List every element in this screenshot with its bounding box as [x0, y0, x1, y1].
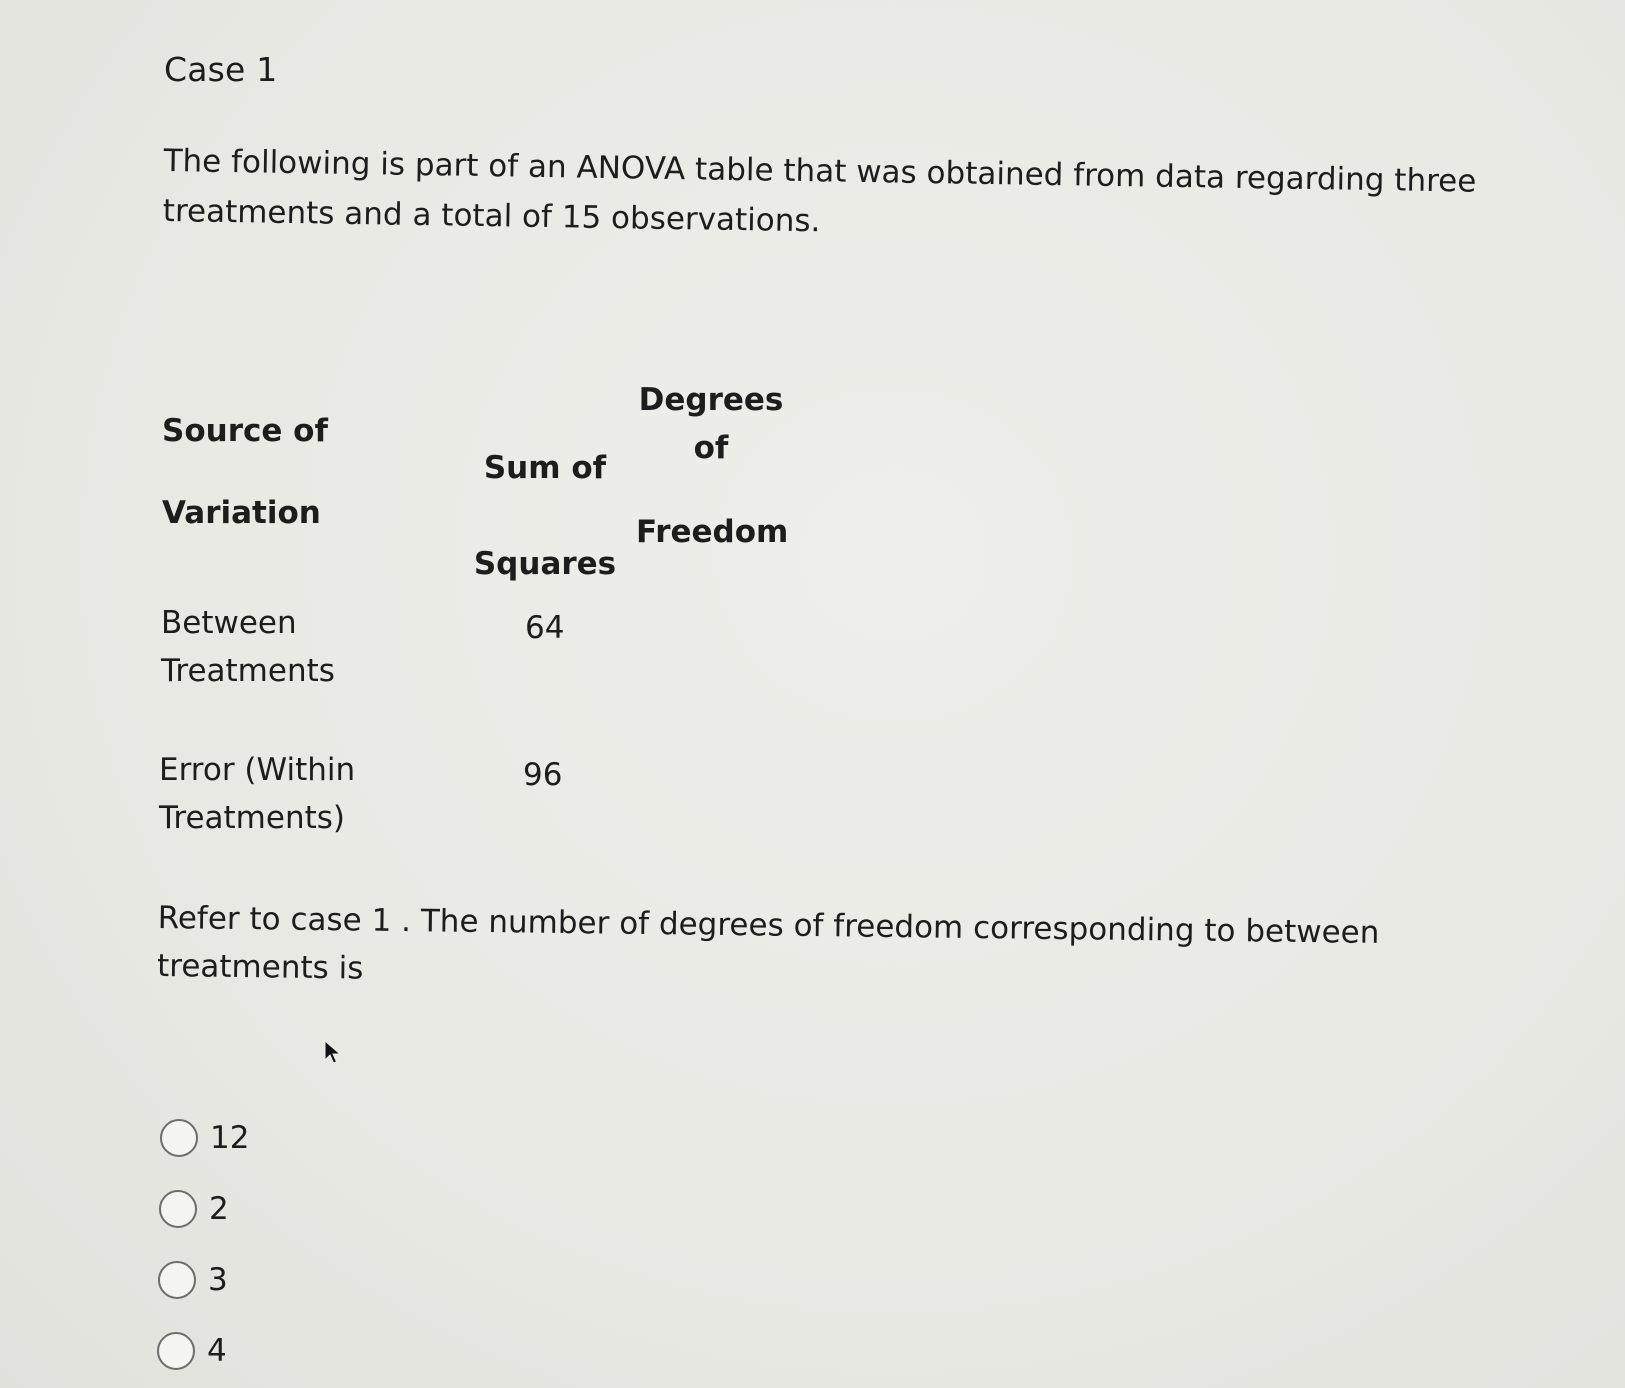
option-label: 2 [209, 1191, 229, 1227]
row-value-between-ss: 64 [525, 610, 565, 646]
option-label: 3 [208, 1262, 228, 1298]
row-label-line2: Treatments) [159, 800, 345, 836]
header-df-line3: Freedom [636, 514, 789, 550]
mouse-pointer-icon [324, 1040, 342, 1066]
header-source-line1: Source of [162, 413, 328, 449]
case-intro-text: The following is part of an ANOVA table that was obtained from data regarding three treatments and a total of 15 observations. [162, 142, 1477, 240]
option-label: 12 [210, 1120, 250, 1156]
option-label: 4 [207, 1333, 227, 1369]
row-value-error-ss: 96 [523, 757, 563, 793]
row-label-line1: Error (Within [159, 752, 356, 788]
option-4[interactable] [157, 1331, 227, 1371]
radio-unchecked-icon[interactable] [158, 1261, 196, 1299]
header-source-of-variation [162, 390, 328, 554]
header-sum-of-squares [470, 420, 620, 612]
option-2[interactable] [159, 1189, 229, 1229]
header-ss-line2: Squares [473, 546, 617, 582]
row-label-error-within [159, 746, 355, 842]
row-label-line2: Treatments [161, 653, 335, 689]
header-ss-line1: Sum of [483, 450, 607, 486]
header-degrees-of-freedom [636, 376, 789, 556]
row-label-line1: Between [161, 605, 297, 641]
header-df-line1: Degrees [638, 382, 784, 418]
option-12[interactable] [160, 1118, 249, 1158]
question-text: Refer to case 1 . The number of degrees of freedom corresponding to between treatments is [156, 899, 1380, 987]
radio-unchecked-icon[interactable] [159, 1190, 197, 1228]
option-3[interactable] [158, 1260, 228, 1300]
header-df-line2: of [693, 430, 729, 466]
row-label-between-treatments [161, 599, 335, 695]
header-source-line2: Variation [162, 495, 321, 531]
radio-unchecked-icon[interactable] [160, 1119, 198, 1157]
case-title: Case 1 [164, 50, 278, 89]
radio-unchecked-icon[interactable] [157, 1332, 195, 1370]
